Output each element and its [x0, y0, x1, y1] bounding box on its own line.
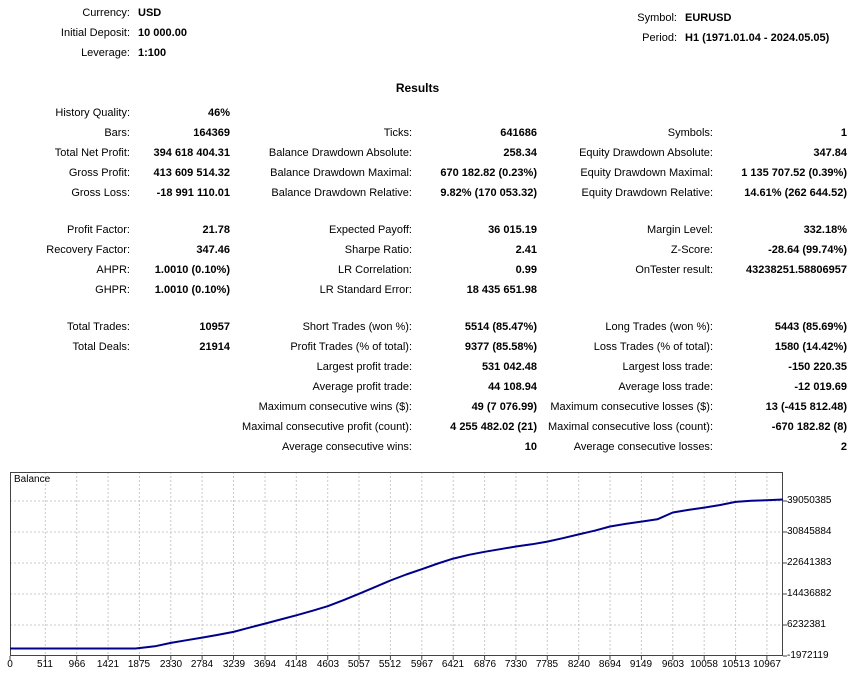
stat-row — [0, 317, 847, 337]
header-row — [0, 3, 187, 23]
stat-label: Equity Drawdown Relative: — [581, 187, 713, 199]
stat-label: Loss Trades (% of total): — [593, 341, 713, 353]
stat-value — [130, 437, 230, 457]
stat-value — [130, 417, 230, 437]
x-axis-label: 5057 — [347, 659, 371, 670]
x-axis-label: 6876 — [473, 659, 497, 670]
x-axis-label: 7785 — [535, 659, 559, 670]
stat-value: -18 991 110.01 — [156, 187, 230, 199]
stat-value: 1.0010 (0.10%) — [154, 264, 230, 276]
stat-value: 1580 (14.42%) — [774, 341, 847, 353]
stat-row — [0, 357, 847, 377]
y-axis-label: 14436882 — [787, 588, 832, 599]
stats-group — [0, 220, 847, 300]
stat-row — [0, 220, 847, 240]
stat-label: Equity Drawdown Maximal: — [580, 167, 713, 179]
stat-label: Expected Payoff: — [329, 224, 412, 236]
stat-label: Balance Drawdown Relative: — [271, 187, 412, 199]
stat-value: 1 135 707.52 (0.39%) — [741, 167, 847, 179]
stat-label: Total Net Profit: — [54, 147, 130, 159]
x-axis-label: 8694 — [598, 659, 622, 670]
y-axis-label: -1972119 — [787, 650, 829, 661]
stat-value: 9377 (85.58%) — [464, 341, 537, 353]
stat-label: Recovery Factor: — [46, 244, 130, 256]
header-label: Symbol: — [637, 12, 677, 24]
stat-row — [0, 240, 847, 260]
stat-value: -12 019.69 — [794, 381, 847, 393]
x-axis-label: 5967 — [410, 659, 434, 670]
stat-label: Balance Drawdown Maximal: — [270, 167, 412, 179]
stat-label — [0, 397, 130, 417]
stat-label: Short Trades (won %): — [302, 321, 412, 333]
stat-value: 641686 — [500, 127, 537, 139]
stat-row — [0, 437, 847, 457]
x-axis-label: 4148 — [284, 659, 308, 670]
stat-label: Total Trades: — [67, 321, 130, 333]
stat-value: 670 182.82 (0.23%) — [440, 167, 537, 179]
y-axis-label: 22641383 — [787, 557, 832, 568]
stat-label: Average profit trade: — [312, 381, 412, 393]
header-value: 10 000.00 — [138, 27, 187, 39]
stat-value: 258.34 — [503, 147, 537, 159]
stat-label: Z-Score: — [670, 244, 713, 256]
stat-label: Bars: — [104, 127, 130, 139]
stat-value: 18 435 651.98 — [466, 284, 537, 296]
stat-label: Long Trades (won %): — [605, 321, 713, 333]
stat-row — [0, 143, 847, 163]
x-axis-label: 0 — [7, 659, 13, 670]
stat-label: Largest loss trade: — [622, 361, 713, 373]
stat-value: 21914 — [199, 341, 230, 353]
stat-value: 4 255 482.02 (21) — [450, 421, 537, 433]
stat-row — [0, 260, 847, 280]
stat-value: 2 — [840, 441, 847, 453]
x-axis-label: 9603 — [661, 659, 685, 670]
stat-label: Average consecutive losses: — [573, 441, 713, 453]
x-axis-label: 3239 — [222, 659, 246, 670]
stat-value: 5514 (85.47%) — [464, 321, 537, 333]
stat-value — [412, 103, 537, 123]
stat-row — [0, 103, 847, 123]
stat-label: History Quality: — [55, 107, 130, 119]
header-row — [550, 8, 829, 28]
header-value: H1 (1971.01.04 - 2024.05.05) — [685, 32, 830, 44]
stat-value: 43238251.58806957 — [746, 264, 847, 276]
stat-value — [713, 103, 847, 123]
header-label: Initial Deposit: — [60, 27, 130, 39]
stat-label — [537, 280, 713, 300]
y-axis-label: 39050385 — [787, 495, 832, 506]
x-axis-label: 4603 — [316, 659, 340, 670]
stat-label — [0, 377, 130, 397]
stat-value: 0.99 — [515, 264, 537, 276]
stat-label — [0, 357, 130, 377]
stat-label: OnTester result: — [635, 264, 713, 276]
stat-value — [130, 397, 230, 417]
stat-value: 2.41 — [515, 244, 537, 256]
symbol-info — [550, 8, 829, 48]
stat-value: 44 108.94 — [488, 381, 537, 393]
stat-label: Largest profit trade: — [316, 361, 412, 373]
x-axis-label: 2330 — [159, 659, 183, 670]
stat-value: 413 609 514.32 — [153, 167, 230, 179]
stat-value: 14.61% (262 644.52) — [744, 187, 847, 199]
x-axis-label: 8240 — [567, 659, 591, 670]
x-axis-label: 10058 — [690, 659, 718, 670]
stat-row — [0, 377, 847, 397]
stat-label: Gross Loss: — [71, 187, 130, 199]
stat-value: 21.78 — [202, 224, 230, 236]
stats-group — [0, 317, 847, 457]
stat-label — [537, 103, 713, 123]
stats-group — [0, 103, 847, 203]
stat-row — [0, 280, 847, 300]
stat-label: Gross Profit: — [68, 167, 130, 179]
stat-value: 164369 — [193, 127, 230, 139]
stat-value: 394 618 404.31 — [153, 147, 230, 159]
stat-label: Maximum consecutive wins ($): — [258, 401, 412, 413]
stat-value: 13 (-415 812.48) — [765, 401, 847, 413]
y-axis-label: 30845884 — [787, 526, 832, 537]
stat-label: LR Correlation: — [338, 264, 412, 276]
x-axis-label: 5512 — [378, 659, 402, 670]
stat-value: 531 042.48 — [481, 361, 537, 373]
header-label: Leverage: — [81, 47, 130, 59]
stat-label: Symbols: — [667, 127, 713, 139]
x-axis-label: 9149 — [629, 659, 653, 670]
stat-label: AHPR: — [96, 264, 130, 276]
x-axis-label: 3694 — [253, 659, 277, 670]
x-axis-label: 7330 — [504, 659, 528, 670]
x-axis-label: 2784 — [190, 659, 214, 670]
x-axis-label: 6421 — [441, 659, 465, 670]
stat-value: -150 220.35 — [788, 361, 847, 373]
stat-value — [713, 280, 847, 300]
stat-value: 49 (7 076.99) — [471, 401, 537, 413]
stat-label — [230, 103, 412, 123]
stat-label: GHPR: — [95, 284, 130, 296]
stat-label: Maximal consecutive profit (count): — [242, 421, 412, 433]
stat-label: Profit Trades (% of total): — [290, 341, 412, 353]
stat-label: Total Deals: — [72, 341, 130, 353]
stats-table — [0, 103, 847, 474]
stat-label: Maximal consecutive loss (count): — [547, 421, 713, 433]
stat-row — [0, 397, 847, 417]
x-axis-label: 10513 — [722, 659, 750, 670]
stat-value: 10 — [524, 441, 537, 453]
header-row — [0, 43, 187, 63]
stat-row — [0, 163, 847, 183]
balance-chart — [0, 472, 861, 677]
stat-label — [0, 437, 130, 457]
stat-label: LR Standard Error: — [319, 284, 412, 296]
stat-value — [130, 357, 230, 377]
stat-label: Average loss trade: — [618, 381, 713, 393]
header-value: EURUSD — [685, 12, 732, 24]
y-axis-label: 6232381 — [787, 619, 826, 630]
stat-value: 347.84 — [813, 147, 847, 159]
stat-label: Balance Drawdown Absolute: — [268, 147, 412, 159]
stat-value: 9.82% (170 053.32) — [440, 187, 537, 199]
stat-value: 36 015.19 — [488, 224, 537, 236]
stat-value: 1 — [840, 127, 847, 139]
stat-label: Average consecutive wins: — [281, 441, 412, 453]
stat-label: Sharpe Ratio: — [344, 244, 412, 256]
x-axis-label: 1875 — [127, 659, 151, 670]
stat-row — [0, 337, 847, 357]
stat-value: -28.64 (99.74%) — [768, 244, 847, 256]
stat-value: -670 182.82 (8) — [771, 421, 847, 433]
balance-plot — [0, 472, 861, 668]
header-value: 1:100 — [138, 47, 167, 59]
header-row — [0, 23, 187, 43]
stat-label: Maximum consecutive losses ($): — [550, 401, 713, 413]
stat-value: 10957 — [199, 321, 230, 333]
stat-label: Margin Level: — [646, 224, 713, 236]
account-info — [0, 3, 187, 63]
header-row — [550, 28, 829, 48]
results-title: Results — [395, 81, 440, 95]
stat-value: 1.0010 (0.10%) — [154, 284, 230, 296]
stat-value: 332.18% — [803, 224, 847, 236]
x-axis-label: 10967 — [753, 659, 781, 670]
stat-value: 5443 (85.69%) — [774, 321, 847, 333]
header-label: Period: — [642, 32, 677, 44]
x-axis-label: 966 — [68, 659, 86, 670]
stat-row — [0, 123, 847, 143]
stat-label: Profit Factor: — [67, 224, 130, 236]
x-axis-label: 1421 — [96, 659, 120, 670]
stat-label — [0, 417, 130, 437]
x-axis-label: 511 — [37, 659, 53, 670]
chart-series-label: Balance — [14, 474, 51, 485]
stat-row — [0, 417, 847, 437]
stat-label: Ticks: — [383, 127, 412, 139]
stat-row — [0, 183, 847, 203]
header-label: Currency: — [82, 7, 130, 19]
stat-value: 46% — [207, 107, 230, 119]
stat-value — [130, 377, 230, 397]
stat-label: Equity Drawdown Absolute: — [579, 147, 713, 159]
stat-value: 347.46 — [196, 244, 230, 256]
header-value: USD — [138, 7, 162, 19]
